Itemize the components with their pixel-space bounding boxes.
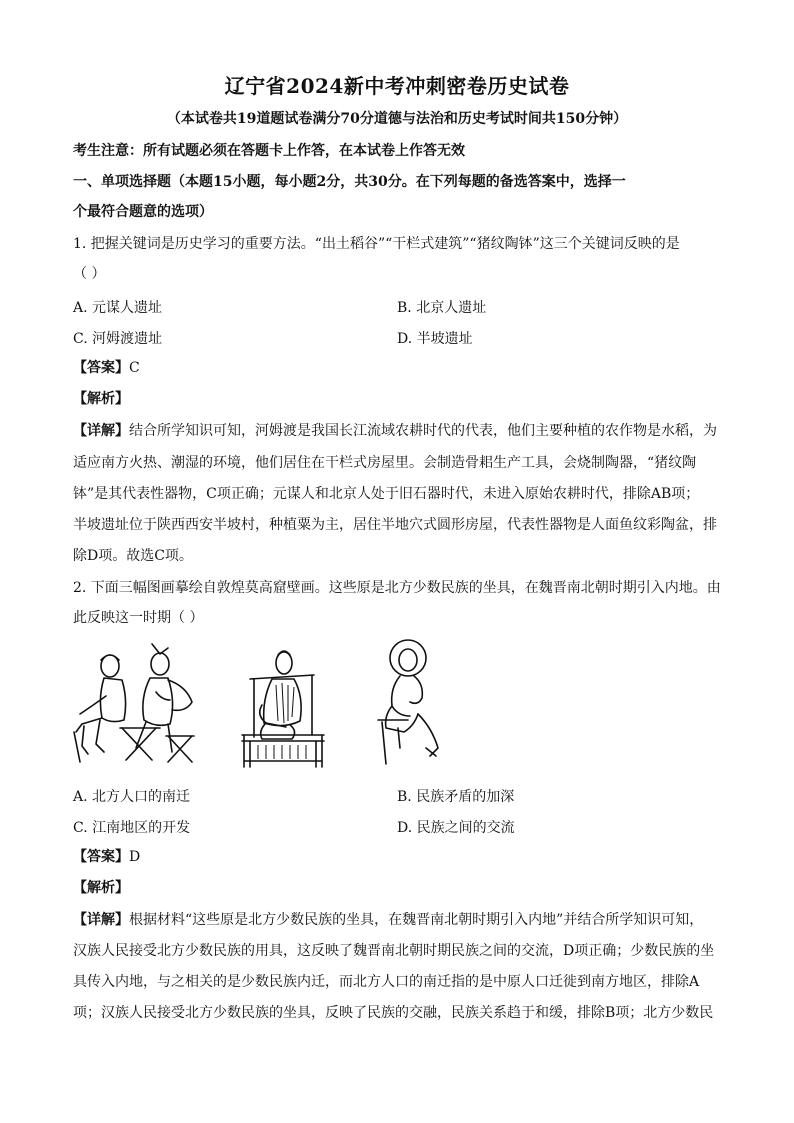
q1-option-b: B. 北京人遗址 (397, 300, 487, 316)
q2-detail-line2: 汉族人民接受北方少数民族的用具，这反映了魏晋南北朝时期民族之间的交流，D项正确；少数民族的坐 (73, 943, 715, 959)
q2-option-a: A. 北方人口的南迁 (73, 789, 191, 805)
q1-detail-text1: 结合所学知识可知，河姆渡是我国长江流域农耕时代的代表，他们主要种植的农作物是水稻，为 (129, 423, 717, 439)
q1-detail-line3: 钵”是其代表性器物，C项正确；元谋人和北京人处于旧石器时代，未进入原始农耕时代，排除AB项； (73, 486, 700, 502)
q1-detail-tag: 【详解】 (73, 423, 129, 439)
q1-analysis-tag: 【解析】 (73, 391, 129, 407)
q2-answer-value: D (129, 849, 141, 865)
q2-option-c: C. 江南地区的开发 (73, 820, 191, 836)
q2-detail-line3: 具传入内地，与之相关的是少数民族内迁，而北方人口的南迁指的是中原人口迁徙到南方地区，排除A (73, 974, 700, 990)
mural-figure-2-image (232, 645, 332, 770)
q2-analysis-tag: 【解析】 (73, 880, 129, 896)
q2-detail-line1 (73, 911, 723, 929)
q1-answer-value: C (129, 360, 140, 376)
q2-stem-line2: 此反映这一时期（ ） (73, 610, 204, 626)
section-heading-line1: 一、单项选择题（本题15小题，每小题2分，共30分。在下列每题的备选答案中，选择一 (73, 174, 626, 190)
q1-detail-line1 (73, 422, 723, 440)
q1-option-a: A. 元谋人遗址 (73, 300, 163, 316)
q1-option-c: C. 河姆渡遗址 (73, 331, 163, 347)
q2-option-d: D. 民族之间的交流 (397, 820, 515, 836)
q1-stem-line1: 1. 把握关键词是历史学习的重要方法。“出土稻谷”“干栏式建筑”“猪纹陶钵”这三个关键词反映的是 (73, 236, 680, 252)
q1-detail-line2: 适应南方火热、潮湿的环境，他们居住在干栏式房屋里。会制造骨耜生产工具，会烧制陶器，“猪纹陶 (73, 455, 697, 471)
q2-detail-tag: 【详解】 (73, 912, 129, 928)
q1-answer (73, 359, 723, 377)
q2-answer-tag: 【答案】 (73, 849, 129, 865)
q2-detail-line4: 项；汉族人民接受北方少数民族的坐具，反映了民族的交融，民族关系趋于和缓，排除B项；北方少数民 (73, 1005, 714, 1021)
section-heading-line2: 个最符合题意的选项） (73, 204, 213, 220)
mural-figure-3-image (368, 636, 458, 771)
exam-notice: 考生注意：所有试题必须在答题卡上作答，在本试卷上作答无效 (73, 143, 465, 159)
q2-detail-text1: 根据材料“这些原是北方少数民族的坐具，在魏晋南北朝时期引入内地”并结合所学知识可知， (129, 912, 704, 928)
q1-stem-line2: （ ） (73, 266, 106, 282)
page-subtitle: （本试卷共19道题试卷满分70分道德与法治和历史考试时间共150分钟） (166, 111, 628, 127)
q2-answer (73, 848, 723, 866)
q2-stem-line1: 2. 下面三幅图画摹绘自敦煌莫高窟壁画。这些原是北方少数民族的坐具，在魏晋南北朝时期引入内地。由 (73, 580, 721, 596)
q1-answer-tag: 【答案】 (73, 360, 129, 376)
q1-option-d: D. 半坡遗址 (397, 331, 473, 347)
q1-detail-line4: 半坡遗址位于陕西西安半坡村，种植粟为主，居住半地穴式圆形房屋，代表性器物是人面鱼纹彩陶盆，排 (73, 517, 717, 533)
q2-option-b: B. 民族矛盾的加深 (397, 789, 515, 805)
q1-detail-line5: 除D项。故选C项。 (73, 548, 193, 564)
page-title: 辽宁省2024新中考冲刺密卷历史试卷 (224, 74, 570, 98)
mural-figure-1-image (70, 640, 200, 770)
